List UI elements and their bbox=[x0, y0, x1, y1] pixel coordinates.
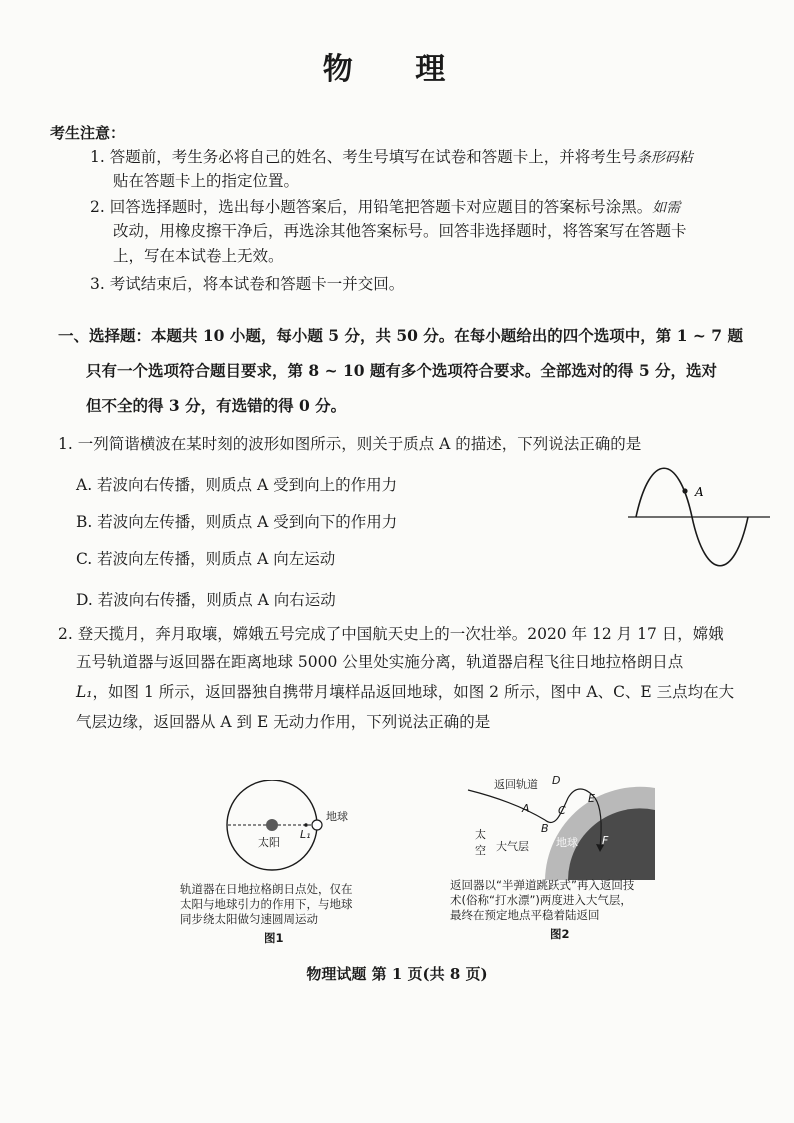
return-trajectory bbox=[468, 790, 545, 820]
q1-stem: 1. 一列简谐横波在某时刻的波形如图所示，则关于质点 A 的描述，下列说法正确的是 bbox=[58, 435, 642, 453]
fig1-sun-label: 太阳 bbox=[258, 836, 280, 849]
fig2-point-c: C bbox=[558, 804, 566, 817]
notice-heading: 考生注意： bbox=[50, 124, 126, 142]
page-title: 物 理 bbox=[322, 52, 472, 87]
notice-item-3: 3. 考试结束后，将本试卷和答题卡一并交回。 bbox=[90, 275, 405, 293]
q2-line-3-text: ，如图 1 所示，返回器独自携带月壤样品返回地球，如图 2 所示，图中 A、C、E 三点均在大 bbox=[92, 683, 735, 701]
section-1-line-2: 只有一个选项符合题目要求，第 8 ~ 10 题有多个选项符合要求。全部选对的得 5 分，选对 bbox=[86, 361, 718, 380]
fig2-point-e: E bbox=[588, 792, 595, 805]
notice-item-1 bbox=[90, 145, 693, 170]
q1-option-a: A. 若波向右传播，则质点 A 受到向上的作用力 bbox=[76, 476, 398, 494]
fig1-earth-label: 地球 bbox=[326, 810, 348, 823]
q1-option-c: C. 若波向左传播，则质点 A 向左运动 bbox=[76, 550, 336, 568]
fig2-space-label-1: 太 bbox=[475, 828, 486, 841]
point-a-label: A bbox=[695, 485, 704, 499]
fig1-caption-line-1: 轨道器在日地拉格朗日点处，仅在 bbox=[180, 882, 353, 896]
notice-item-1-handwriting: 条形码粘 bbox=[636, 150, 693, 166]
q1-option-b: B. 若波向左传播，则质点 A 受到向下的作用力 bbox=[76, 513, 398, 531]
notice-item-2 bbox=[90, 195, 680, 220]
page-footer: 物理试题 第 1 页(共 8 页) bbox=[306, 965, 488, 983]
notice-item-1-line-1: 1. 答题前，考生务必将自己的姓名、考生号填写在试卷和答题卡上，并将考生号 bbox=[90, 148, 637, 166]
l1-point-icon bbox=[304, 823, 308, 827]
figure-1-diagram bbox=[214, 780, 364, 880]
fig2-space-label-2: 空 bbox=[475, 844, 486, 857]
notice-item-2-line-3: 上，写在本试卷上无效。 bbox=[113, 247, 284, 265]
earth-icon bbox=[312, 820, 322, 830]
fig1-l1-label: L₁ bbox=[300, 828, 311, 841]
notice-item-2-line-1: 2. 回答选择题时，选出每小题答案后，用铅笔把答题卡对应题目的答案标号涂黑。 bbox=[90, 198, 653, 216]
fig2-caption-line-1: 返回器以“半弹道跳跃式”再入返回技 bbox=[450, 878, 635, 892]
fig1-name: 图1 bbox=[264, 931, 284, 945]
fig2-caption-line-2: 术(俗称“打水漂”)两度进入大气层， bbox=[450, 893, 632, 907]
fig2-point-f: F bbox=[602, 834, 609, 847]
sun-icon bbox=[266, 819, 278, 831]
fig2-caption-line-3: 最终在预定地点平稳着陆返回 bbox=[450, 908, 600, 922]
fig1-caption-line-3: 同步绕太阳做匀速圆周运动 bbox=[180, 912, 318, 926]
notice-item-1-line-2: 贴在答题卡上的指定位置。 bbox=[113, 172, 300, 190]
notice-item-2-handwriting: 如需 bbox=[652, 200, 681, 216]
fig2-orbit-label: 返回轨道 bbox=[494, 778, 538, 791]
q2-line-1: 2. 登天揽月，奔月取壤，嫦娥五号完成了中国航天史上的一次壮举。2020 年 12 月 17 日，嫦娥 bbox=[58, 625, 724, 643]
fig2-earth-label: 地球 bbox=[556, 836, 578, 849]
wave-figure bbox=[622, 462, 774, 590]
q2-line-4: 气层边缘，返回器从 A 到 E 无动力作用，下列说法正确的是 bbox=[76, 713, 491, 731]
fig2-name: 图2 bbox=[550, 927, 570, 941]
section-1-line-3: 但不全的得 3 分，有选错的得 0 分。 bbox=[86, 396, 347, 415]
fig2-atmosphere-label: 大气层 bbox=[496, 840, 529, 853]
q1-option-d: D. 若波向右传播，则质点 A 向右运动 bbox=[76, 591, 336, 609]
point-a-marker bbox=[682, 488, 687, 493]
fig2-point-a: A bbox=[522, 802, 530, 815]
q2-line-3 bbox=[76, 680, 734, 704]
fig2-point-b: B bbox=[541, 822, 549, 835]
fig2-point-d: D bbox=[552, 774, 561, 787]
q2-line-2: 五号轨道器与返回器在距离地球 5000 公里处实施分离，轨道器启程飞往日地拉格朗日点 bbox=[76, 653, 684, 671]
q2-l1-symbol: L₁ bbox=[76, 683, 93, 701]
notice-item-2-line-2: 改动，用橡皮擦干净后，再选涂其他答案标号。回答非选择题时，将答案写在答题卡 bbox=[113, 222, 687, 240]
section-1-line-1: 一、选择题：本题共 10 小题，每小题 5 分，共 50 分。在每小题给出的四个选项中，第 1 ~ 7 题 bbox=[58, 326, 743, 345]
fig1-caption-line-2: 太阳与地球引力的作用下，与地球 bbox=[180, 897, 353, 911]
